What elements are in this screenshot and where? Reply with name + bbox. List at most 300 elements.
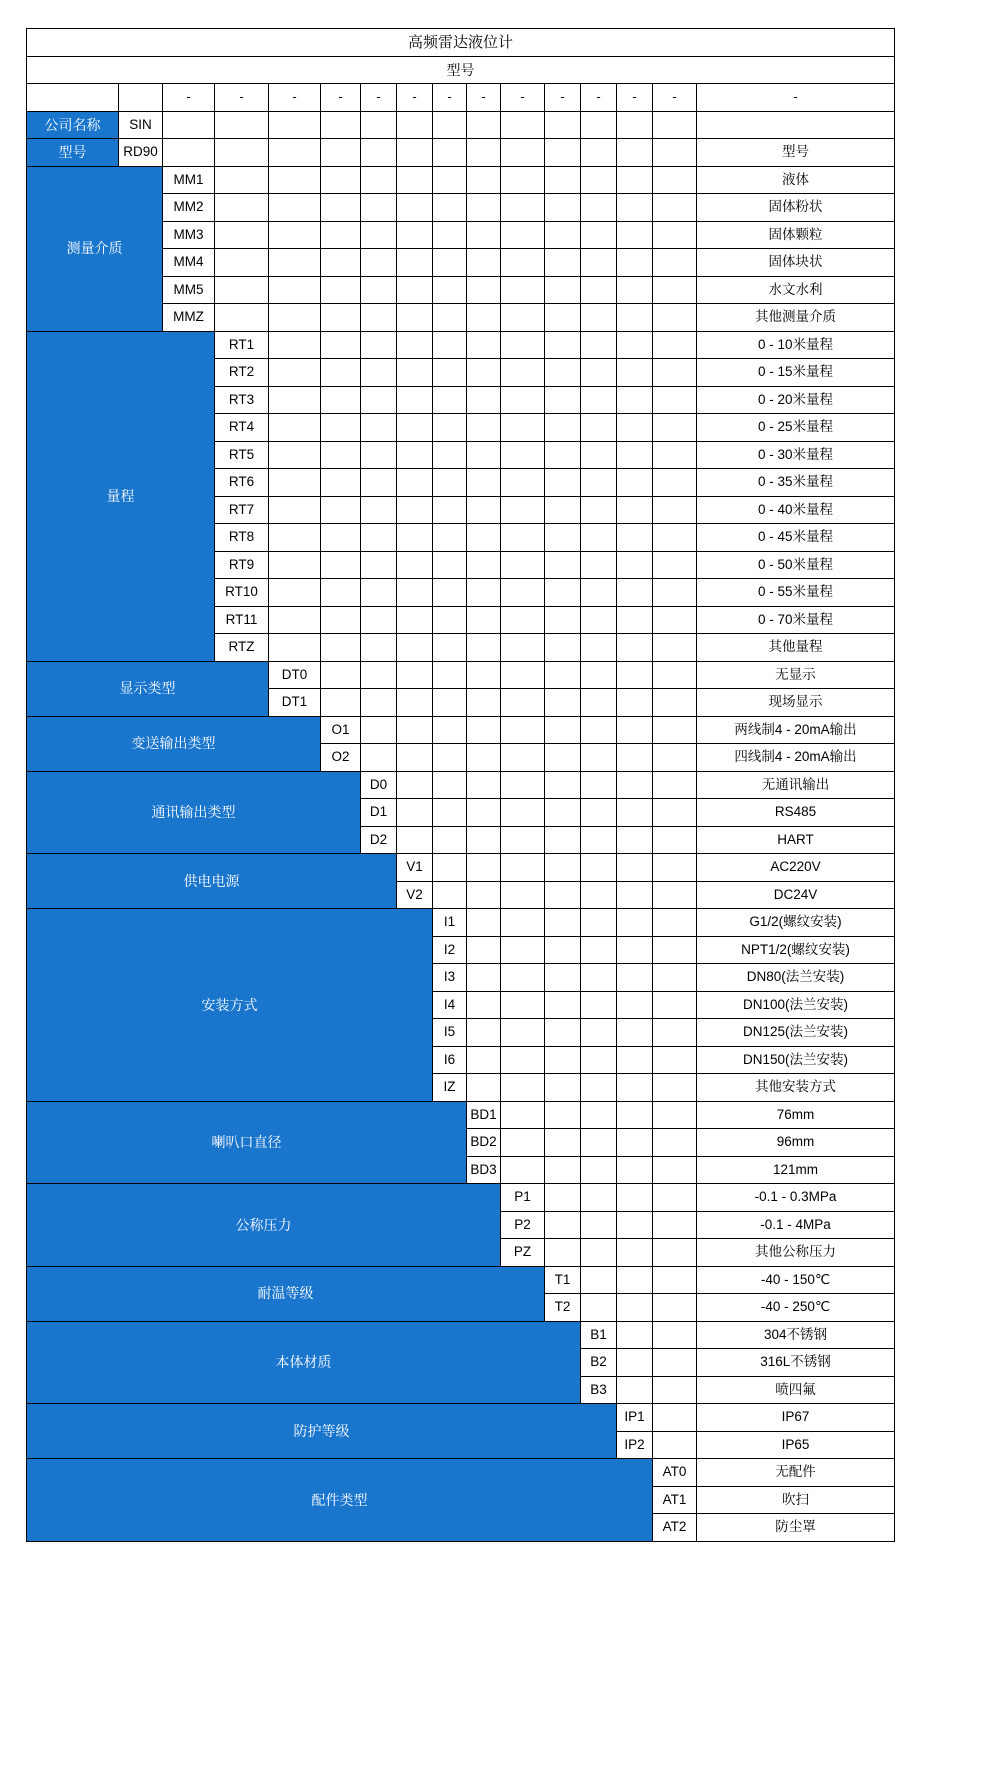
option-code[interactable]: MM5 [163,276,215,304]
option-description: 96mm [697,1129,895,1157]
page-title: 高频雷达液位计 [27,29,895,57]
spacer-cell [215,221,269,249]
spacer-cell [397,441,433,469]
spacer-cell [467,689,501,717]
table-row [27,331,895,359]
spacer-cell [467,331,501,359]
spacer-cell [581,249,617,277]
spacer-cell [467,194,501,222]
spacer-cell [467,716,501,744]
spacer-cell [215,194,269,222]
spacer-cell [581,661,617,689]
spacer-cell [501,139,545,167]
spacer-cell [653,1239,697,1267]
option-code[interactable]: V1 [397,854,433,882]
spacer-cell [467,441,501,469]
option-description: 水文水利 [697,276,895,304]
dash-cell: - [361,84,397,112]
spacer-cell [545,496,581,524]
spacer-cell [501,166,545,194]
spacer-cell [581,634,617,662]
model-table [26,28,895,1542]
option-description: 76mm [697,1101,895,1129]
option-description: HART [697,826,895,854]
spacer-cell [501,1046,545,1074]
option-code[interactable]: PZ [501,1239,545,1267]
spacer-cell [581,991,617,1019]
spacer-cell [653,634,697,662]
option-code[interactable]: IP2 [617,1431,653,1459]
spacer-cell [545,689,581,717]
option-description: 其他测量介质 [697,304,895,332]
option-description: 防尘罩 [697,1514,895,1542]
spacer-cell [321,386,361,414]
option-description: 其他公称压力 [697,1239,895,1267]
spacer-cell [433,551,467,579]
group-label-11: 公称压力 [27,1184,501,1267]
group-label-3: 测量介质 [27,166,163,331]
spacer-cell [269,139,321,167]
spacer-cell [215,111,269,139]
spacer-cell [501,799,545,827]
spacer-cell [545,249,581,277]
spacer-cell [653,194,697,222]
spacer-cell [467,276,501,304]
option-code[interactable]: RT5 [215,441,269,469]
spacer-cell [501,1074,545,1102]
spacer-cell [581,1129,617,1157]
table-row [27,771,895,799]
option-code[interactable]: RT2 [215,359,269,387]
spacer-cell [545,304,581,332]
spacer-cell [653,111,697,139]
option-description: DN125(法兰安装) [697,1019,895,1047]
spacer-cell [581,1019,617,1047]
spacer-cell [545,166,581,194]
option-code[interactable]: MM3 [163,221,215,249]
option-description: 0 - 15米量程 [697,359,895,387]
spacer-cell [321,139,361,167]
option-description: 316L不锈钢 [697,1349,895,1377]
option-code[interactable]: P1 [501,1184,545,1212]
spacer-cell [321,524,361,552]
group-label-7: 通讯输出类型 [27,771,361,854]
option-description: 无通讯输出 [697,771,895,799]
table-row [27,111,895,139]
option-code[interactable]: B2 [581,1349,617,1377]
dash-cell: - [467,84,501,112]
spacer-cell [545,1184,581,1212]
spacer-cell [653,1349,697,1377]
spacer-cell [617,606,653,634]
spacer-cell [467,881,501,909]
spacer-cell [581,579,617,607]
spacer-cell [617,799,653,827]
spacer-cell [321,606,361,634]
spacer-cell [501,194,545,222]
spacer-cell [361,386,397,414]
spacer-cell [397,551,433,579]
spacer-cell [433,689,467,717]
spacer-cell [467,634,501,662]
spacer-cell [397,716,433,744]
option-code[interactable]: D2 [361,826,397,854]
spacer-cell [617,881,653,909]
spacer-cell [361,359,397,387]
option-code[interactable]: O2 [321,744,361,772]
spacer-cell [617,826,653,854]
spacer-cell [581,1211,617,1239]
option-code[interactable]: BD3 [467,1156,501,1184]
option-code[interactable]: RT4 [215,414,269,442]
spacer-cell [321,579,361,607]
option-code[interactable]: RT11 [215,606,269,634]
spacer-cell [433,221,467,249]
spacer-cell [617,964,653,992]
option-description: RS485 [697,799,895,827]
spacer-cell [397,661,433,689]
spacer-cell [581,414,617,442]
spacer-cell [545,1074,581,1102]
spacer-cell [361,579,397,607]
spacer-cell [617,386,653,414]
spacer-cell [545,1129,581,1157]
table-row [27,1101,895,1129]
spacer-cell [501,661,545,689]
group-label-2: 型号 [27,139,119,167]
spacer-cell [361,221,397,249]
spacer-cell [653,304,697,332]
spacer-cell [397,414,433,442]
spacer-cell [581,1184,617,1212]
spacer-cell [397,331,433,359]
spacer-cell [269,634,321,662]
spacer-cell [581,166,617,194]
spacer-cell [321,634,361,662]
spacer-cell [467,964,501,992]
spacer-cell [269,304,321,332]
spacer-cell [501,359,545,387]
spacer-cell [581,1101,617,1129]
spacer-cell [501,221,545,249]
spacer-cell [361,551,397,579]
spacer-cell [433,386,467,414]
option-code[interactable]: RT6 [215,469,269,497]
spacer-cell [433,359,467,387]
option-code[interactable]: I3 [433,964,467,992]
spacer-cell [321,111,361,139]
spacer-cell [501,524,545,552]
option-code[interactable]: AT0 [653,1459,697,1487]
option-code[interactable]: I4 [433,991,467,1019]
spacer-cell [321,469,361,497]
spacer-cell [653,606,697,634]
spacer-cell [467,221,501,249]
group-label-8: 供电电源 [27,854,397,909]
spacer-cell [397,139,433,167]
table-row [27,1404,895,1432]
spacer-cell [653,881,697,909]
spacer-cell [361,744,397,772]
dash-cell: - [617,84,653,112]
spacer-cell [545,606,581,634]
dash-cell: - [653,84,697,112]
option-description: -40 - 150℃ [697,1266,895,1294]
table-row [27,1321,895,1349]
spacer-cell [617,991,653,1019]
option-code[interactable]: V2 [397,881,433,909]
spacer-cell [467,524,501,552]
spacer-cell [501,744,545,772]
option-description: 0 - 10米量程 [697,331,895,359]
option-code[interactable]: AT2 [653,1514,697,1542]
spacer-cell [321,304,361,332]
option-code[interactable]: RT3 [215,386,269,414]
spacer-cell [653,1184,697,1212]
spacer-cell [545,909,581,937]
dash-cell: - [397,84,433,112]
option-code[interactable]: AT1 [653,1486,697,1514]
spacer-cell [467,799,501,827]
spacer-cell [501,909,545,937]
spacer-cell [581,386,617,414]
option-code[interactable]: T1 [545,1266,581,1294]
spacer-cell [581,744,617,772]
spacer-cell [269,194,321,222]
option-code[interactable]: MM1 [163,166,215,194]
option-description: IP67 [697,1404,895,1432]
spacer-cell [581,964,617,992]
spacer-cell [617,909,653,937]
spacer-cell [397,111,433,139]
option-code[interactable]: IP1 [617,1404,653,1432]
spacer-cell [361,166,397,194]
spacer-cell [545,854,581,882]
spacer-cell [581,689,617,717]
spacer-cell [697,111,895,139]
option-code[interactable]: B3 [581,1376,617,1404]
spacer-cell [653,249,697,277]
spacer-cell [467,579,501,607]
table-row [27,661,895,689]
spacer-cell [581,1239,617,1267]
option-code[interactable]: RT10 [215,579,269,607]
spacer-cell [653,524,697,552]
spacer-cell [545,964,581,992]
spacer-cell [433,826,467,854]
spacer-cell [545,936,581,964]
spacer-cell [653,1266,697,1294]
spacer-cell [653,716,697,744]
dash-row [27,84,895,112]
spacer-cell [433,194,467,222]
spacer-cell [545,661,581,689]
spacer-cell [617,139,653,167]
spacer-cell [501,441,545,469]
spacer-cell [433,276,467,304]
option-code[interactable]: DT0 [269,661,321,689]
option-code[interactable]: MM2 [163,194,215,222]
spacer-cell [433,744,467,772]
spacer-cell [617,1376,653,1404]
spacer-cell [321,441,361,469]
dash-cell: - [215,84,269,112]
spacer-cell [545,799,581,827]
option-code[interactable]: B1 [581,1321,617,1349]
spacer-cell [397,166,433,194]
spacer-cell [501,496,545,524]
spacer-cell [501,716,545,744]
option-code[interactable]: MM4 [163,249,215,277]
spacer-cell [397,221,433,249]
option-code[interactable]: SIN [119,111,163,139]
group-label-6: 变送输出类型 [27,716,321,771]
spacer-cell [581,496,617,524]
spacer-cell [321,276,361,304]
table-row [27,139,895,167]
option-code[interactable]: BD1 [467,1101,501,1129]
option-code[interactable]: BD2 [467,1129,501,1157]
spacer-cell [467,1074,501,1102]
spacer-cell [501,936,545,964]
spacer-cell [545,1019,581,1047]
spacer-cell [433,469,467,497]
spacer-cell [467,386,501,414]
spacer-cell [321,689,361,717]
spacer-cell [581,771,617,799]
spacer-cell [433,111,467,139]
spacer-cell [215,249,269,277]
spacer-cell [581,909,617,937]
spacer-cell [545,1101,581,1129]
spacer-cell [617,689,653,717]
spacer-cell [653,744,697,772]
spacer-cell [545,579,581,607]
spacer-cell [617,716,653,744]
spacer-cell [653,1211,697,1239]
option-code[interactable]: D1 [361,799,397,827]
spacer-cell [467,744,501,772]
option-code[interactable]: D0 [361,771,397,799]
option-code[interactable]: RD90 [119,139,163,167]
spacer-cell [433,716,467,744]
spacer-cell [397,579,433,607]
spacer-cell [653,689,697,717]
option-code[interactable]: P2 [501,1211,545,1239]
spacer-cell [397,771,433,799]
spacer-cell [501,991,545,1019]
dash-cell: - [163,84,215,112]
spacer-cell [321,551,361,579]
option-description: 304不锈钢 [697,1321,895,1349]
option-code[interactable]: RT9 [215,551,269,579]
spacer-cell [501,551,545,579]
spacer-cell [545,551,581,579]
spacer-cell [467,551,501,579]
option-code[interactable]: RTZ [215,634,269,662]
spacer-cell [545,359,581,387]
spacer-cell [321,221,361,249]
spacer-cell [501,276,545,304]
spacer-cell [501,249,545,277]
spacer-cell [321,359,361,387]
group-label-14: 防护等级 [27,1404,617,1459]
spacer-cell [397,689,433,717]
spacer-cell [501,469,545,497]
spacer-cell [545,826,581,854]
option-code[interactable]: RT1 [215,331,269,359]
option-code[interactable]: I1 [433,909,467,937]
spacer-cell [617,854,653,882]
dash-cell: - [545,84,581,112]
spacer-cell [545,1156,581,1184]
spacer-cell [321,331,361,359]
option-code[interactable]: MMZ [163,304,215,332]
spacer-cell [269,386,321,414]
spacer-cell [581,194,617,222]
option-description: 型号 [697,139,895,167]
option-code[interactable]: T2 [545,1294,581,1322]
spacer-cell [545,1239,581,1267]
spacer-cell [501,1019,545,1047]
spacer-cell [467,936,501,964]
option-code[interactable]: I5 [433,1019,467,1047]
group-label-10: 喇叭口直径 [27,1101,467,1184]
spacer-cell [545,331,581,359]
spacer-cell [617,331,653,359]
option-code[interactable]: I6 [433,1046,467,1074]
spacer-cell [617,441,653,469]
spacer-cell [433,634,467,662]
spacer-cell [467,1019,501,1047]
spacer-cell [269,359,321,387]
spacer-cell [545,744,581,772]
spacer-cell [501,111,545,139]
spacer-cell [467,606,501,634]
option-description: 0 - 35米量程 [697,469,895,497]
option-code[interactable]: RT8 [215,524,269,552]
spacer-cell [433,304,467,332]
spacer-cell [467,359,501,387]
option-description: 0 - 50米量程 [697,551,895,579]
spacer-cell [269,221,321,249]
option-code[interactable]: RT7 [215,496,269,524]
spacer-cell [433,139,467,167]
spacer-cell [653,964,697,992]
spacer-cell [501,689,545,717]
spacer-cell [653,166,697,194]
option-description: 0 - 25米量程 [697,414,895,442]
option-code[interactable]: I2 [433,936,467,964]
spacer-cell [581,524,617,552]
group-label-12: 耐温等级 [27,1266,545,1321]
spacer-cell [433,524,467,552]
spacer-cell [501,1101,545,1129]
spacer-cell [545,1046,581,1074]
option-code[interactable]: DT1 [269,689,321,717]
spacer-cell [467,166,501,194]
spacer-cell [269,606,321,634]
spacer-cell [269,579,321,607]
spacer-cell [617,1321,653,1349]
spacer-cell [467,469,501,497]
option-code[interactable]: IZ [433,1074,467,1102]
spacer-cell [361,606,397,634]
option-code[interactable]: O1 [321,716,361,744]
spacer-cell [397,304,433,332]
option-description: -40 - 250℃ [697,1294,895,1322]
spacer-cell [397,524,433,552]
